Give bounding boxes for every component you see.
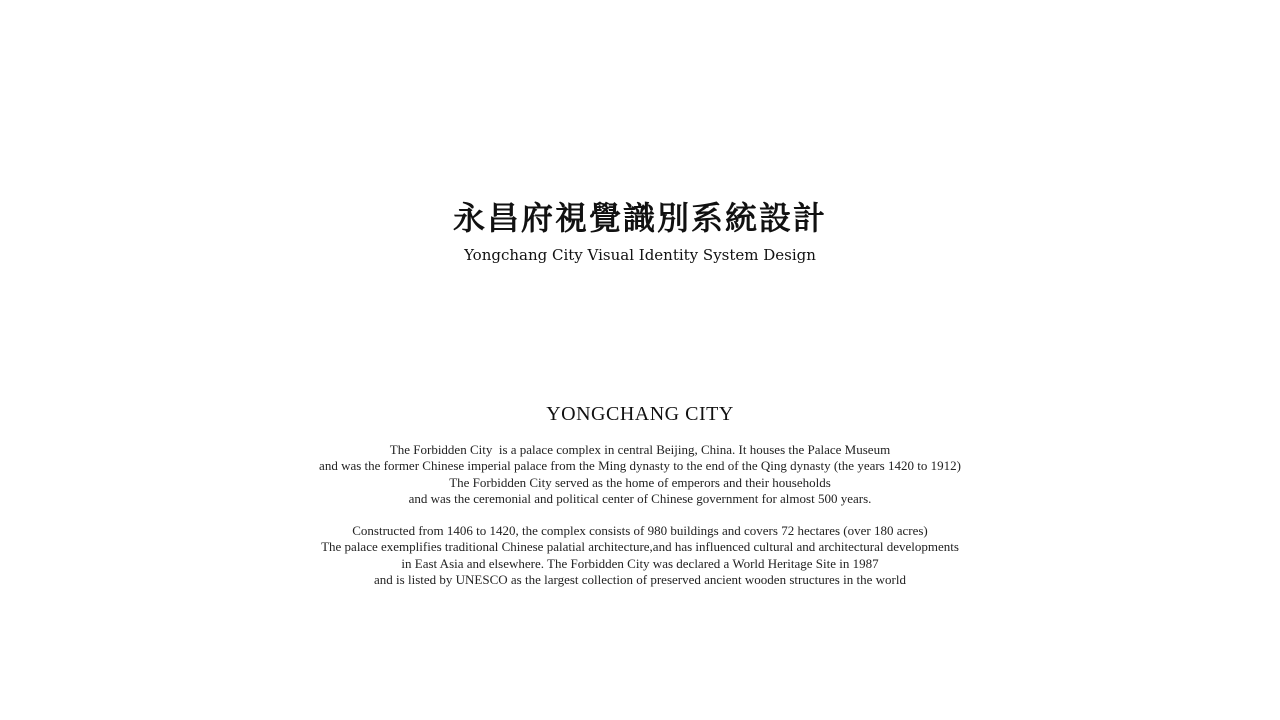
paragraph-line: and was the former Chinese imperial palace from the Ming dynasty to the end of the Qing dynasty (the years 1420 to 1912) <box>319 458 961 474</box>
section-heading: YONGCHANG CITY <box>546 403 734 425</box>
paragraph-construction <box>0 523 1280 588</box>
info-section <box>0 400 1280 588</box>
paragraph-line: in East Asia and elsewhere. The Forbidden City was declared a World Heritage Site in 1987 <box>401 555 879 571</box>
paragraph-line: and is listed by UNESCO as the largest collection of preserved ancient wooden structures in the world <box>374 572 906 588</box>
paragraph-line: The palace exemplifies traditional Chinese palatial architecture,and has influenced cultural and architectural developments <box>321 539 959 555</box>
paragraph-line: Constructed from 1406 to 1420, the complex consists of 980 buildings and covers 72 hectares (over 180 acres) <box>352 523 928 539</box>
paragraph-line: and was the ceremonial and political center of Chinese government for almost 500 years. <box>408 490 872 506</box>
paragraph-line: The Forbidden City served as the home of emperors and their households <box>449 474 831 490</box>
paragraph-line: The Forbidden City is a palace complex in central Beijing, China. It houses the Palace Museum <box>389 442 891 457</box>
page-title-english: Yongchang City Visual Identity System Design <box>464 246 816 264</box>
page-title-chinese: 永昌府視覺識別系統設計 <box>452 199 827 237</box>
paragraph-history <box>0 442 1280 507</box>
title-block <box>0 196 1280 266</box>
